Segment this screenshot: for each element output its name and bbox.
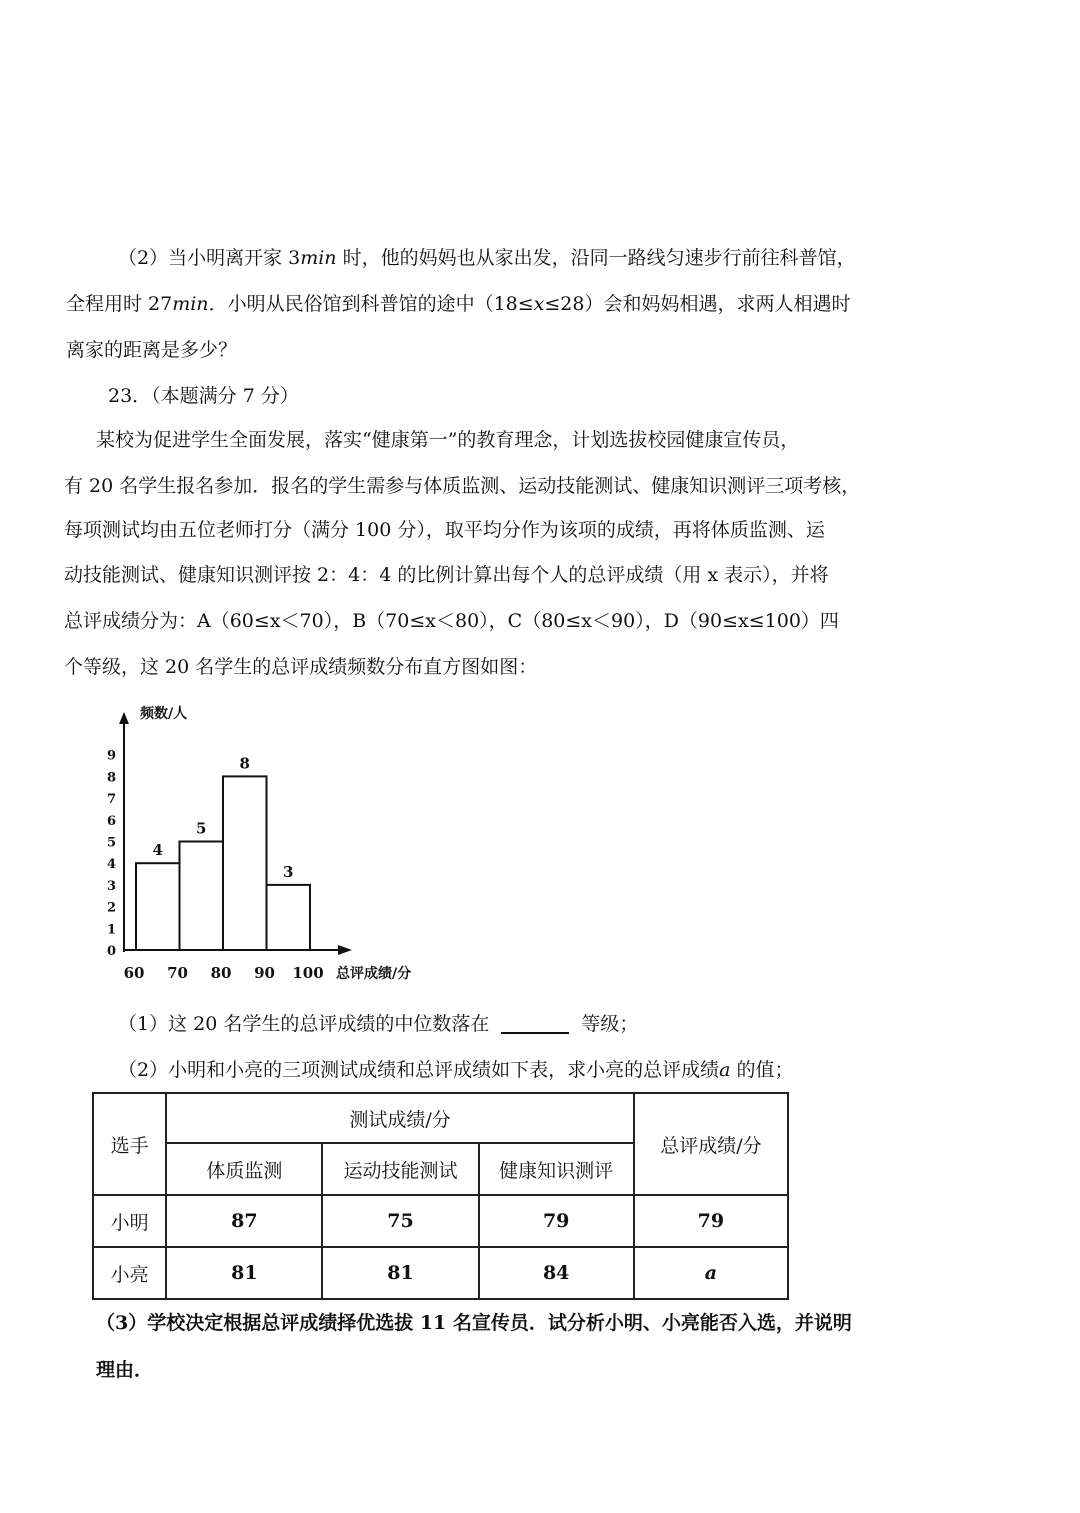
q23-part3-text: （3）学校决定根据总评成绩择优选拔 11 名宣传员．试分析小明、小亮能否入选，并说明: [96, 1312, 852, 1334]
y-tick-label: 6: [106, 813, 116, 829]
x-axis-label: 总评成绩/分: [336, 966, 412, 982]
histogram-svg: [100, 700, 440, 990]
scores-table: [92, 1092, 789, 1300]
q23-stem-line: [64, 563, 829, 587]
cell-score: 87: [166, 1195, 322, 1247]
cell-score: 79: [479, 1195, 634, 1247]
q23-part1-b: 等级；: [581, 1013, 639, 1035]
prev-part2-line2-a: 全程用时 27: [66, 293, 173, 315]
x-tick-label: 80: [210, 964, 232, 982]
q23-part2-a: （2）小明和小亮的三项测试成绩和总评成绩如下表，求小亮的总评成绩: [118, 1059, 720, 1081]
q23-stem-text: 总评成绩分为：A（60≤x＜70），B（70≤x＜80），C（80≤x＜90），D（90≤x≤100）四: [64, 610, 839, 632]
y-axis-arrow: [119, 712, 129, 724]
prev-part2-line2: [66, 292, 851, 316]
y-tick-label: 2: [106, 900, 116, 916]
answer-blank: [501, 1014, 569, 1034]
prev-part2-unit1: min: [300, 247, 337, 269]
bar-value-label: 3: [283, 862, 294, 881]
q23-part2-var: a: [719, 1059, 731, 1081]
cell-score: 84: [479, 1247, 634, 1299]
q23-heading-text: 23．（本题满分 7 分）: [108, 385, 299, 407]
table-row: [93, 1247, 788, 1299]
prev-part2-line1-a: （2）当小明离开家 3: [118, 247, 301, 269]
bar-value-label: 4: [152, 841, 163, 860]
histogram-bar: [180, 842, 224, 951]
prev-part2-line1: [118, 246, 856, 270]
header-physical: 体质监测: [166, 1143, 322, 1195]
bar-value-label: 5: [196, 819, 207, 838]
cell-total: 79: [634, 1195, 788, 1247]
q23-part2: [118, 1058, 793, 1082]
header-test-scores: 测试成绩/分: [166, 1093, 634, 1143]
prev-part2-line3-text: 离家的距离是多少？: [66, 339, 238, 361]
header-knowledge: 健康知识测评: [479, 1143, 634, 1195]
q23-heading: [108, 384, 299, 408]
prev-part2-unit2: min: [172, 293, 209, 315]
table-header-row: [93, 1093, 788, 1143]
prev-part2-var: x: [533, 293, 545, 315]
y-tick-label: 0: [106, 944, 116, 959]
cell-name: 小亮: [93, 1247, 166, 1299]
y-tick-label: 3: [106, 878, 116, 894]
x-tick-label: 100: [292, 964, 324, 982]
q23-stem-line: [96, 428, 799, 452]
q23-stem-line: [64, 474, 860, 498]
header-total: 总评成绩/分: [634, 1093, 788, 1195]
prev-part2-line2-b: ．小明从民俗馆到科普馆的途中（18≤: [208, 293, 534, 315]
q23-stem-text: 个等级，这 20 名学生的总评成绩频数分布直方图如图：: [64, 656, 538, 678]
y-tick-label: 5: [106, 835, 116, 851]
header-skills: 运动技能测试: [322, 1143, 478, 1195]
table-row: [93, 1195, 788, 1247]
header-player: 选手: [93, 1093, 166, 1195]
cell-score: 75: [322, 1195, 478, 1247]
q23-part3-line1: [96, 1311, 852, 1335]
cell-score: 81: [322, 1247, 478, 1299]
y-tick-label: 1: [106, 922, 116, 938]
q23-stem-line: [64, 609, 839, 633]
y-tick-label: 7: [106, 792, 116, 808]
q23-stem-text: 某校为促进学生全面发展，落实“健康第一”的教育理念，计划选拔校园健康宣传员，: [96, 429, 800, 451]
y-tick-label: 9: [106, 748, 116, 764]
q23-part3-text: 理由．: [96, 1359, 154, 1381]
q23-part1: [118, 1012, 638, 1036]
histogram-bar: [223, 776, 267, 950]
x-tick-label: 90: [254, 964, 275, 982]
bar-value-label: 8: [239, 754, 250, 773]
frequency-histogram: [100, 700, 440, 990]
y-tick-label: 8: [106, 770, 116, 786]
prev-part2-line3: [66, 338, 237, 362]
prev-part2-line1-b: 时，他的妈妈也从家出发，沿同一路线匀速步行前往科普馆，: [336, 247, 856, 269]
x-tick-label: 70: [167, 964, 188, 982]
y-axis-label: 频数/人: [140, 706, 188, 722]
cell-score: 81: [166, 1247, 322, 1299]
cell-total: a: [634, 1247, 788, 1299]
y-tick-label: 4: [106, 857, 116, 873]
q23-part2-b: 的值；: [730, 1059, 794, 1081]
q23-part1-a: （1）这 20 名学生的总评成绩的中位数落在: [118, 1013, 490, 1035]
q23-stem-text: 有 20 名学生报名参加．报名的学生需参与体质监测、运动技能测试、健康知识测评三项考核，: [64, 475, 861, 497]
histogram-bar: [267, 885, 311, 950]
q23-stem-line: [64, 518, 825, 542]
x-axis-arrow: [338, 945, 352, 955]
q23-stem-line: [64, 655, 537, 679]
cell-name: 小明: [93, 1195, 166, 1247]
histogram-bar: [136, 863, 180, 950]
q23-stem-text: 动技能测试、健康知识测评按 2：4：4 的比例计算出每个人的总评成绩（用 x 表示），并将: [64, 564, 829, 586]
x-tick-label: 60: [123, 964, 145, 982]
q23-part3-line2: [96, 1358, 153, 1382]
prev-part2-line2-c: ≤28）会和妈妈相遇，求两人相遇时: [544, 293, 851, 315]
q23-stem-text: 每项测试均由五位老师打分（满分 100 分），取平均分作为该项的成绩，再将体质监测、运: [64, 519, 825, 541]
